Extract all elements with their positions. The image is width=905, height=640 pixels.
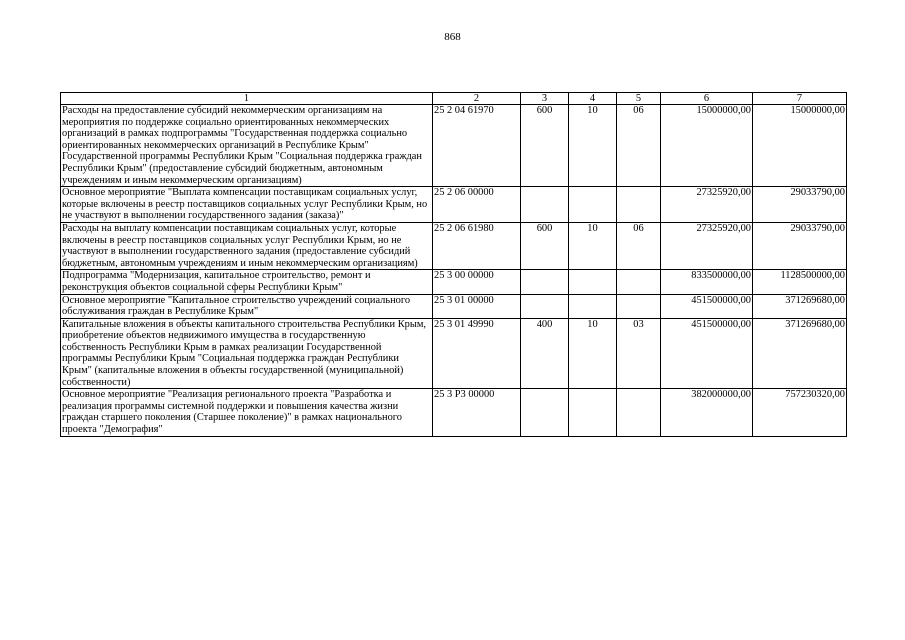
budget-table [60, 92, 847, 437]
row-amount-col6: 451500000,00 [661, 294, 753, 318]
row-description: Подпрограмма "Модернизация, капитальное строительство, ремонт и реконструкция объектов социальной сферы Республики Крым" [61, 270, 433, 294]
table-row [61, 187, 847, 223]
row-description: Основное мероприятие "Капитальное строительство учреждений социального обслуживания граждан в Республике Крым" [61, 294, 433, 318]
row-description: Расходы на выплату компенсации поставщикам социальных услуг, которые включены в реестр поставщиков социальных услуг Республики Крым, но не участвуют в выполнении государственного задания (предоставление субсидий бюджетным, автономным учреждениям и иным некоммерческим организациям) [61, 222, 433, 269]
row-description: Основное мероприятие "Реализация регионального проекта "Разработка и реализация программы системной поддержки и повышения качества жизни граждан старшего поколения (Старшее поколение)" в рамках национального проекта "Демография" [61, 389, 433, 436]
row-amount-col7: 371269680,00 [753, 294, 847, 318]
row-expense-type [521, 270, 569, 294]
table-header-row [61, 93, 847, 105]
row-subsection [617, 294, 661, 318]
table-row [61, 294, 847, 318]
table-row [61, 389, 847, 436]
row-expense-type: 400 [521, 318, 569, 389]
row-expense-type: 600 [521, 105, 569, 187]
row-description: Основное мероприятие "Выплата компенсации поставщикам социальных услуг, которые включены в реестр поставщиков социальных услуг Республики Крым, но не участвуют в выполнении государственного задания (заказа)" [61, 187, 433, 223]
column-header: 5 [617, 93, 661, 105]
row-expense-type [521, 389, 569, 436]
column-header: 6 [661, 93, 753, 105]
row-expense-type [521, 294, 569, 318]
row-subsection: 06 [617, 222, 661, 269]
column-header: 3 [521, 93, 569, 105]
row-amount-col7: 757230320,00 [753, 389, 847, 436]
row-code: 25 3 01 49990 [433, 318, 521, 389]
row-code: 25 3 P3 00000 [433, 389, 521, 436]
row-code: 25 3 01 00000 [433, 294, 521, 318]
column-header: 1 [61, 93, 433, 105]
table-row [61, 105, 847, 187]
row-section [569, 389, 617, 436]
row-description: Капитальные вложения в объекты капитального строительства Республики Крым, приобретение объектов недвижимого имущества в государственную собственность Республики Крым в рамках реализации Государственной программы Республики Крым "Социальная поддержка граждан Республики Крым" (капитальные вложения в объекты государственной (муниципальной) собственности) [61, 318, 433, 389]
row-amount-col6: 27325920,00 [661, 222, 753, 269]
row-section: 10 [569, 318, 617, 389]
row-amount-col6: 451500000,00 [661, 318, 753, 389]
row-expense-type [521, 187, 569, 223]
row-amount-col6: 382000000,00 [661, 389, 753, 436]
row-amount-col7: 371269680,00 [753, 318, 847, 389]
row-amount-col6: 833500000,00 [661, 270, 753, 294]
row-code: 25 2 04 61970 [433, 105, 521, 187]
table-row [61, 270, 847, 294]
row-subsection: 06 [617, 105, 661, 187]
column-header: 4 [569, 93, 617, 105]
row-section [569, 187, 617, 223]
row-code: 25 2 06 00000 [433, 187, 521, 223]
row-subsection [617, 270, 661, 294]
row-code: 25 3 00 00000 [433, 270, 521, 294]
row-amount-col7: 29033790,00 [753, 222, 847, 269]
row-section [569, 294, 617, 318]
row-description: Расходы на предоставление субсидий некоммерческим организациям на мероприятия по поддержке социально ориентированных некоммерческих организаций в рамках подпрограммы "Государственная поддержка социально ориентированных некоммерческих организаций в Республике Крым" Государственной программы Республики Крым "Социальная поддержка граждан Республики Крым" (предоставление субсидий бюджетным, автономным учреждениям и иным некоммерческим организациям) [61, 105, 433, 187]
row-code: 25 2 06 61980 [433, 222, 521, 269]
row-section: 10 [569, 222, 617, 269]
row-section [569, 270, 617, 294]
row-amount-col6: 27325920,00 [661, 187, 753, 223]
row-subsection [617, 187, 661, 223]
column-header: 7 [753, 93, 847, 105]
row-expense-type: 600 [521, 222, 569, 269]
row-subsection [617, 389, 661, 436]
column-header: 2 [433, 93, 521, 105]
row-section: 10 [569, 105, 617, 187]
row-amount-col7: 29033790,00 [753, 187, 847, 223]
table-row [61, 222, 847, 269]
row-amount-col6: 15000000,00 [661, 105, 753, 187]
row-amount-col7: 1128500000,00 [753, 270, 847, 294]
row-subsection: 03 [617, 318, 661, 389]
row-amount-col7: 15000000,00 [753, 105, 847, 187]
page-number: 868 [444, 31, 461, 43]
table-row [61, 318, 847, 389]
